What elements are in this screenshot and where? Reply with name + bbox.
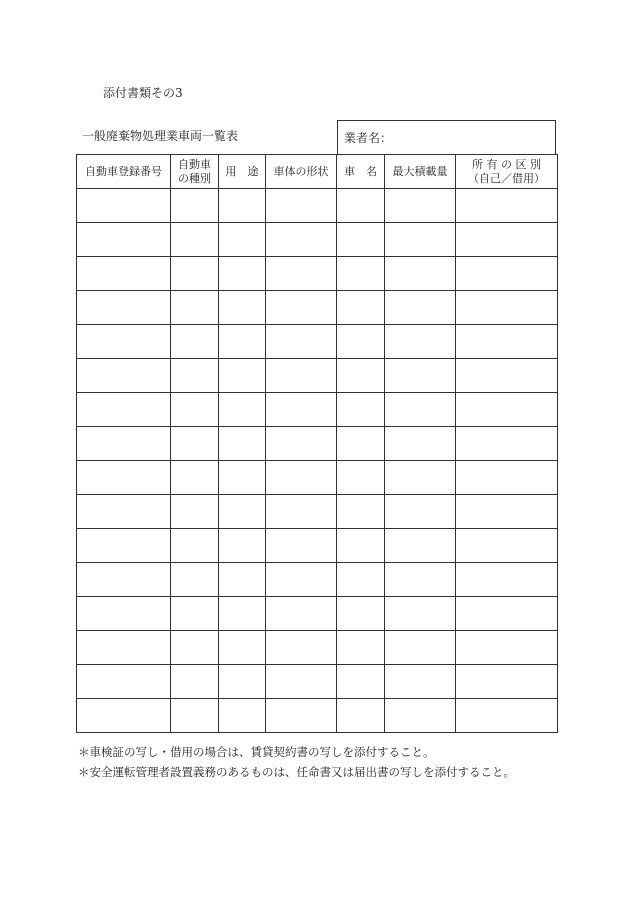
header-ownership: 所 有 の 区 別 （自己／借用） <box>456 155 558 189</box>
table-row <box>77 427 558 461</box>
table-cell[interactable] <box>266 495 337 529</box>
table-cell[interactable] <box>77 393 171 427</box>
table-cell[interactable] <box>219 529 266 563</box>
table-cell[interactable] <box>266 563 337 597</box>
table-cell[interactable] <box>385 427 456 461</box>
table-cell[interactable] <box>266 223 337 257</box>
table-cell[interactable] <box>219 495 266 529</box>
table-cell[interactable] <box>171 495 219 529</box>
table-cell[interactable] <box>77 189 171 223</box>
table-cell[interactable] <box>77 529 171 563</box>
table-cell[interactable] <box>337 359 385 393</box>
table-cell[interactable] <box>219 665 266 699</box>
table-cell[interactable] <box>266 257 337 291</box>
table-row <box>77 291 558 325</box>
table-cell[interactable] <box>171 529 219 563</box>
table-row <box>77 189 558 223</box>
table-row <box>77 631 558 665</box>
table-cell[interactable] <box>337 257 385 291</box>
table-cell[interactable] <box>337 427 385 461</box>
table-cell[interactable] <box>456 563 558 597</box>
table-cell[interactable] <box>171 699 219 733</box>
notes <box>78 742 515 782</box>
table-cell[interactable] <box>385 563 456 597</box>
table-cell[interactable] <box>77 359 171 393</box>
table-row <box>77 665 558 699</box>
table-cell[interactable] <box>219 699 266 733</box>
table-cell[interactable] <box>266 529 337 563</box>
table-cell[interactable] <box>77 665 171 699</box>
table-cell[interactable] <box>456 461 558 495</box>
table-cell[interactable] <box>219 359 266 393</box>
table-cell[interactable] <box>266 665 337 699</box>
table-row <box>77 325 558 359</box>
table-row <box>77 495 558 529</box>
table-row <box>77 563 558 597</box>
table-cell[interactable] <box>266 427 337 461</box>
table-cell[interactable] <box>266 393 337 427</box>
table-cell[interactable] <box>337 699 385 733</box>
header-usage: 用 途 <box>219 155 266 189</box>
table-cell[interactable] <box>456 223 558 257</box>
table-cell[interactable] <box>77 563 171 597</box>
table-cell[interactable] <box>171 427 219 461</box>
table-cell[interactable] <box>456 495 558 529</box>
table-cell[interactable] <box>385 291 456 325</box>
table-cell[interactable] <box>77 495 171 529</box>
table-cell[interactable] <box>77 257 171 291</box>
table-cell[interactable] <box>171 257 219 291</box>
table-cell[interactable] <box>266 699 337 733</box>
table-cell[interactable] <box>171 189 219 223</box>
table-cell[interactable] <box>337 597 385 631</box>
table-cell[interactable] <box>171 359 219 393</box>
operator-name-label: 業者名： <box>344 131 393 145</box>
table-cell[interactable] <box>456 427 558 461</box>
table-cell[interactable] <box>77 461 171 495</box>
table-cell[interactable] <box>385 529 456 563</box>
table-cell[interactable] <box>456 291 558 325</box>
table-cell[interactable] <box>171 665 219 699</box>
header-max-load: 最大積載量 <box>385 155 456 189</box>
table-cell[interactable] <box>219 631 266 665</box>
table-cell[interactable] <box>456 699 558 733</box>
table-cell[interactable] <box>337 291 385 325</box>
table-cell[interactable] <box>337 461 385 495</box>
operator-name-box[interactable] <box>337 120 556 154</box>
table-cell[interactable] <box>385 325 456 359</box>
table-cell[interactable] <box>77 291 171 325</box>
table-cell[interactable] <box>171 461 219 495</box>
header-registration-number: 自動車登録番号 <box>77 155 171 189</box>
table-row <box>77 223 558 257</box>
table-cell[interactable] <box>219 223 266 257</box>
table-cell[interactable] <box>219 291 266 325</box>
table-cell[interactable] <box>385 699 456 733</box>
vehicle-list-table <box>76 154 558 733</box>
table-row <box>77 529 558 563</box>
table-cell[interactable] <box>266 597 337 631</box>
note-item: ＊安全運転管理者設置義務のあるものは、任命書又は届出書の写しを添付すること。 <box>78 765 515 779</box>
table-cell[interactable] <box>385 597 456 631</box>
header-vehicle-type: 自動車 の種別 <box>171 155 219 189</box>
table-row <box>77 699 558 733</box>
table-cell[interactable] <box>171 291 219 325</box>
table-cell[interactable] <box>385 393 456 427</box>
table-cell[interactable] <box>77 427 171 461</box>
table-cell[interactable] <box>456 359 558 393</box>
table-header-row <box>77 155 558 189</box>
table-cell[interactable] <box>337 665 385 699</box>
table-cell[interactable] <box>337 631 385 665</box>
table-cell[interactable] <box>385 189 456 223</box>
table-cell[interactable] <box>337 223 385 257</box>
table-cell[interactable] <box>337 189 385 223</box>
table-cell[interactable] <box>219 461 266 495</box>
table-cell[interactable] <box>266 359 337 393</box>
table-cell[interactable] <box>77 631 171 665</box>
table-cell[interactable] <box>171 631 219 665</box>
table-cell[interactable] <box>456 529 558 563</box>
header-body-shape: 車体の形状 <box>266 155 337 189</box>
table-cell[interactable] <box>337 393 385 427</box>
attachment-title: 添付書類その3 <box>103 86 183 100</box>
table-cell[interactable] <box>171 563 219 597</box>
table-cell[interactable] <box>385 665 456 699</box>
note-item: ＊車検証の写し・借用の場合は、賃貸契約書の写しを添付すること。 <box>78 745 435 759</box>
table-cell[interactable] <box>171 325 219 359</box>
table-cell[interactable] <box>266 631 337 665</box>
table-cell[interactable] <box>77 699 171 733</box>
table-cell[interactable] <box>266 291 337 325</box>
table-cell[interactable] <box>385 359 456 393</box>
table-cell[interactable] <box>456 631 558 665</box>
table-cell[interactable] <box>77 223 171 257</box>
table-cell[interactable] <box>266 189 337 223</box>
table-row <box>77 597 558 631</box>
table-cell[interactable] <box>385 223 456 257</box>
table-cell[interactable] <box>456 189 558 223</box>
table-row <box>77 359 558 393</box>
table-cell[interactable] <box>456 257 558 291</box>
table-cell[interactable] <box>337 325 385 359</box>
table-cell[interactable] <box>337 495 385 529</box>
table-cell[interactable] <box>456 597 558 631</box>
header-vehicle-name: 車 名 <box>337 155 385 189</box>
table-cell[interactable] <box>337 529 385 563</box>
table-cell[interactable] <box>171 597 219 631</box>
table-cell[interactable] <box>77 597 171 631</box>
table-row <box>77 393 558 427</box>
table-cell[interactable] <box>266 325 337 359</box>
table-cell[interactable] <box>219 325 266 359</box>
table-cell[interactable] <box>385 631 456 665</box>
table-cell[interactable] <box>171 393 219 427</box>
table-cell[interactable] <box>456 325 558 359</box>
table-row <box>77 257 558 291</box>
table-cell[interactable] <box>77 325 171 359</box>
table-cell[interactable] <box>266 461 337 495</box>
table-cell[interactable] <box>219 597 266 631</box>
table-cell[interactable] <box>456 393 558 427</box>
table-cell[interactable] <box>219 427 266 461</box>
table-cell[interactable] <box>337 563 385 597</box>
table-cell[interactable] <box>385 461 456 495</box>
table-cell[interactable] <box>385 257 456 291</box>
table-cell[interactable] <box>219 189 266 223</box>
table-cell[interactable] <box>456 665 558 699</box>
table-cell[interactable] <box>219 257 266 291</box>
table-cell[interactable] <box>171 223 219 257</box>
table-row <box>77 461 558 495</box>
table-cell[interactable] <box>385 495 456 529</box>
document-title: 一般廃棄物処理業車両一覧表 <box>82 129 239 143</box>
table-cell[interactable] <box>219 393 266 427</box>
table-cell[interactable] <box>219 563 266 597</box>
